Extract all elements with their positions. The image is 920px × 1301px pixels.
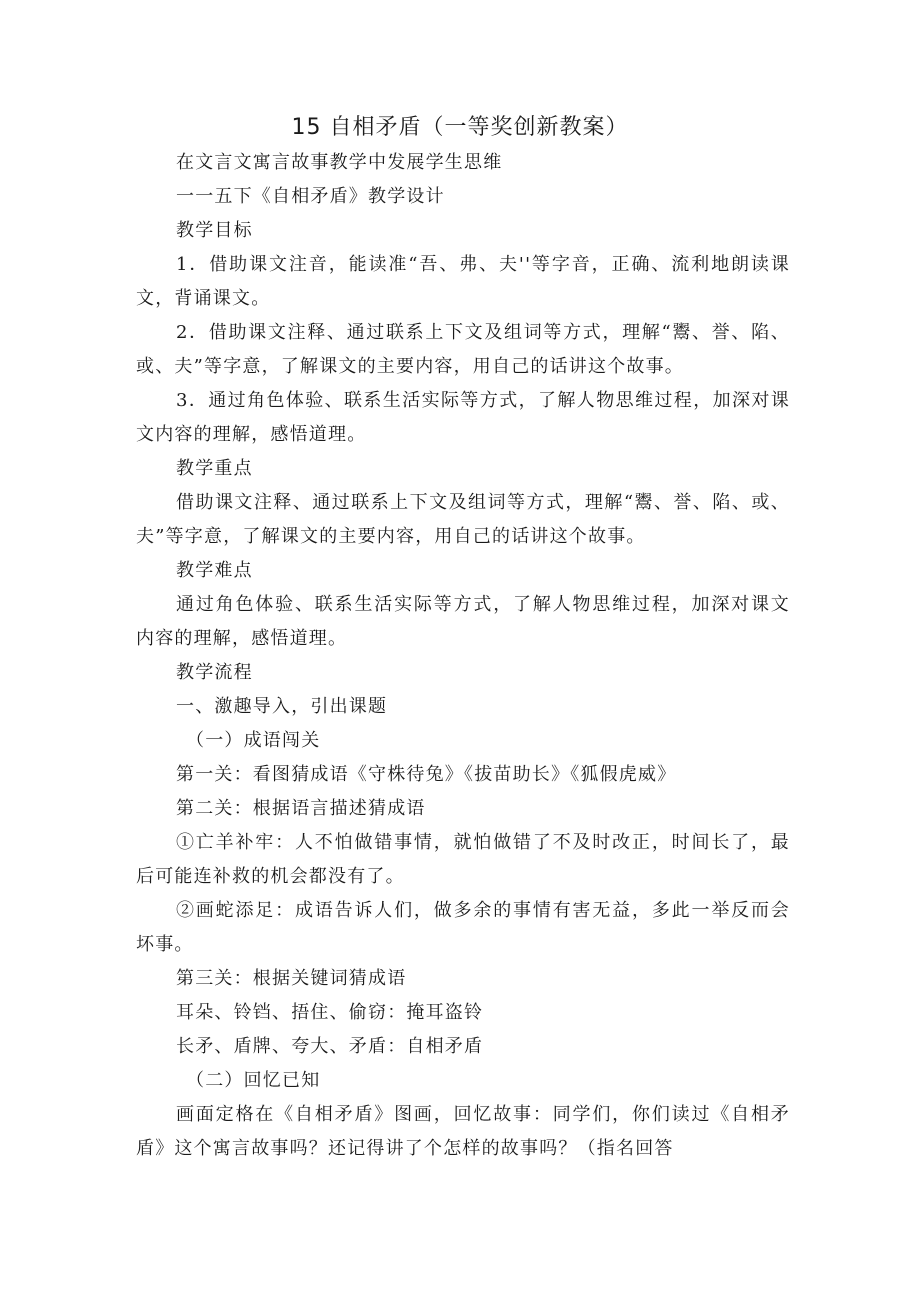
process-substep-heading: （一）成语闯关 (186, 730, 321, 751)
key-points-text: 借助课文注释、通过联系上下文及组词等方式，理解“鬻、誉、陷、或、夫”等字意，了解课文的主要内容，用自己的话讲这个故事。 (136, 492, 790, 547)
goal-item-2: 2．借助课文注释、通过联系上下文及组词等方式，理解“鬻、誉、陷、或、夫”等字意，了解课文的主要内容，用自己的话讲这个故事。 (136, 322, 790, 377)
process-substep-heading: （二）回忆已知 (186, 1070, 321, 1091)
recall-text: 画面定格在《自相矛盾》图画，回忆故事：同学们，你们读过《自相矛盾》这个寓言故事吗？还记得讲了个怎样的故事吗？（指名回答 (136, 1104, 790, 1159)
design-title-line: 一一五下《自相矛盾》教学设计 (176, 186, 445, 207)
level-2-text: 第二关：根据语言描述猜成语 (176, 798, 426, 819)
difficulties-text: 通过角色体验、联系生活实际等方式，了解人物思维过程，加深对课文内容的理解，感悟道理。 (136, 594, 790, 649)
idiom-item-1: ①亡羊补牢：人不怕做错事情，就怕做错了不及时改正，时间长了，最后可能连补救的机会都没有了。 (136, 832, 790, 887)
level-3-text: 第三关：根据关键词猜成语 (176, 968, 407, 989)
section-heading-difficulties: 教学难点 (176, 560, 253, 581)
document-title: 15 自相矛盾（一等奖创新教案） (291, 115, 629, 140)
section-heading-goals: 教学目标 (176, 220, 253, 241)
goal-item-3: 3．通过角色体验、联系生活实际等方式，了解人物思维过程，加深对课文内容的理解，感悟道理。 (136, 390, 790, 445)
process-step-heading: 一、激趣导入，引出课题 (176, 696, 388, 717)
subtitle-line: 在文言文寓言故事教学中发展学生思维 (176, 152, 503, 173)
goal-item-1: 1．借助课文注音，能读准“吾、弗、夫''等字音，正确、流利地朗读课文，背诵课文。 (136, 254, 790, 309)
document-body (136, 146, 790, 1166)
level-1-text: 第一关：看图猜成语《守株待兔》《拔苗助长》《狐假虎威》 (176, 764, 677, 785)
section-heading-process: 教学流程 (176, 662, 253, 683)
keyword-item-2: 长矛、盾牌、夸大、矛盾：自相矛盾 (176, 1036, 484, 1057)
idiom-item-2: ②画蛇添足：成语告诉人们，做多余的事情有害无益，多此一举反而会坏事。 (136, 900, 790, 955)
section-heading-key-points: 教学重点 (176, 458, 253, 479)
keyword-item-1: 耳朵、铃铛、捂住、偷窃：掩耳盗铃 (176, 1002, 484, 1023)
